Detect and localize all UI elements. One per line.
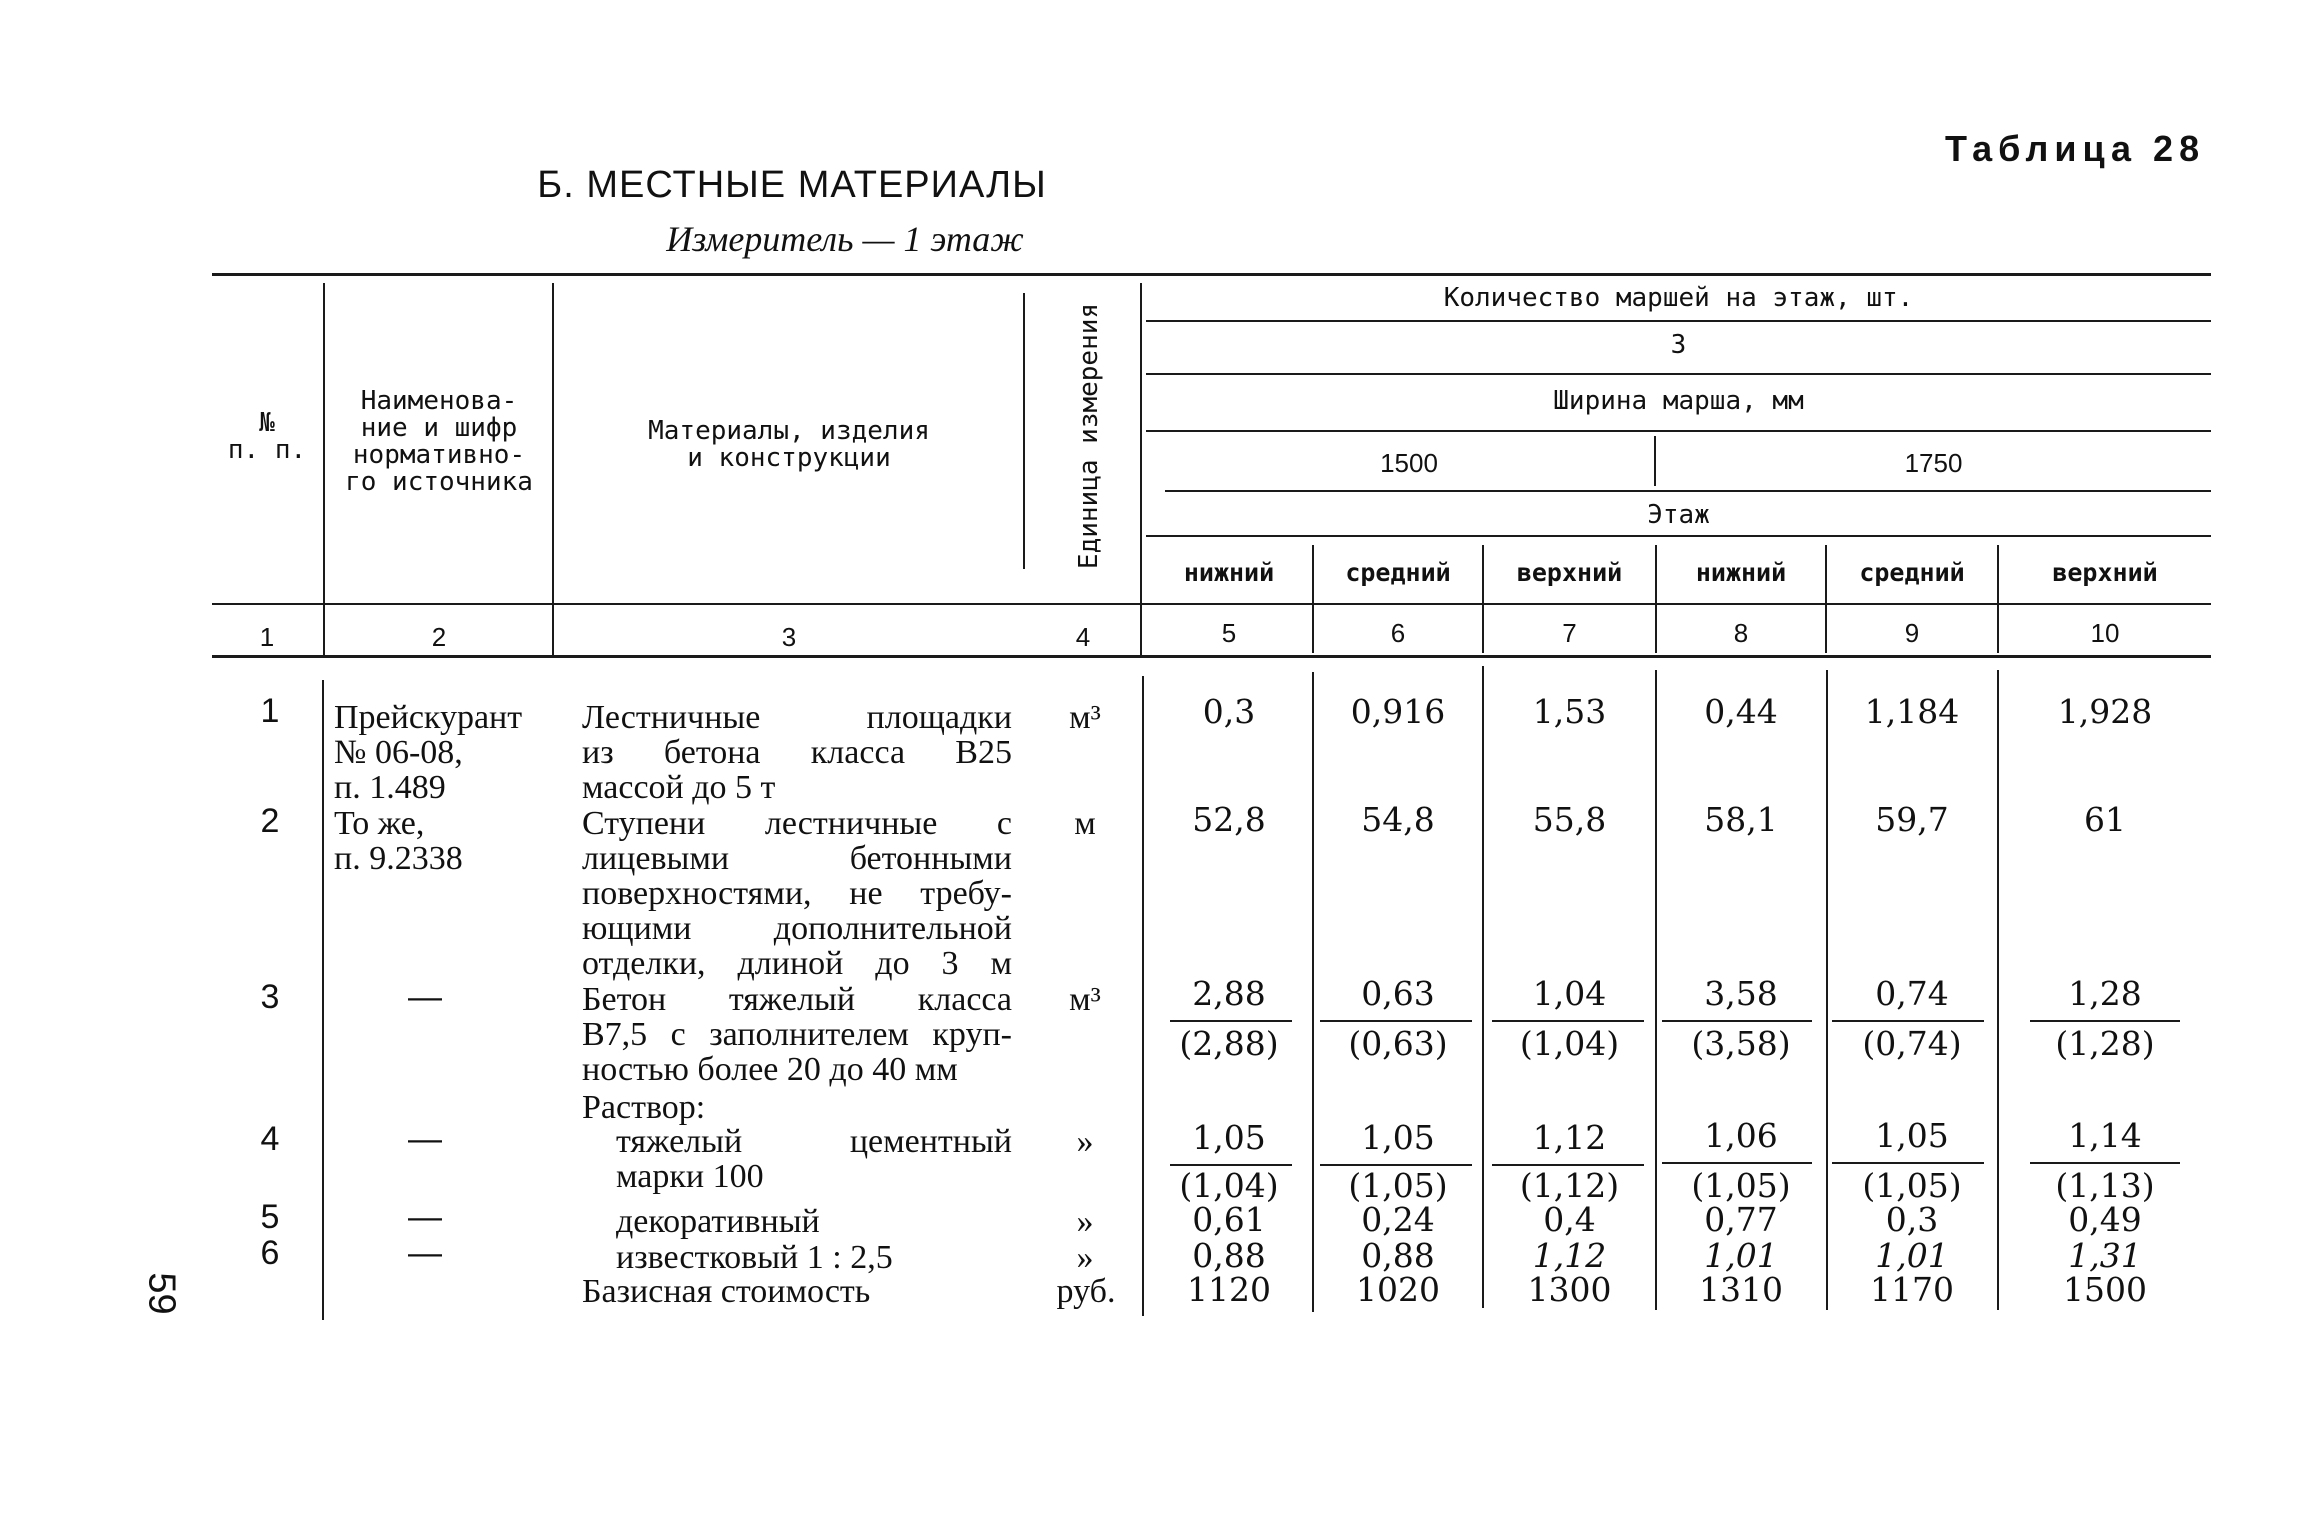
body-rule-1 bbox=[322, 680, 324, 1320]
row-1-source: Прейскурант № 06-08, п. 1.489 bbox=[334, 699, 523, 806]
row-3-sub-8: (3,58) bbox=[1691, 1024, 1791, 1063]
colnum-1: 1 bbox=[259, 622, 275, 652]
base-cost-7: 1300 bbox=[1527, 1270, 1612, 1309]
row-3-fraction-line-9 bbox=[1832, 1020, 1984, 1022]
colnum-8: 8 bbox=[1733, 618, 1749, 648]
header-marches-value: 3 bbox=[1670, 330, 1687, 360]
col-rule-4 bbox=[1140, 283, 1142, 656]
table-top-rule bbox=[212, 273, 2211, 276]
table-label: Таблица 28 bbox=[1945, 128, 2206, 169]
row-4-fraction-line-8 bbox=[1662, 1162, 1812, 1164]
row-4-val-8: 1,06 bbox=[1704, 1116, 1778, 1155]
row-1-material: Лестничные площадки из бетона класса В25 массой до 5 т bbox=[582, 699, 1012, 806]
colnum-2: 2 bbox=[431, 622, 447, 652]
row-6-val-7: 1,12 bbox=[1532, 1236, 1607, 1275]
base-cost-unit: руб. bbox=[1056, 1273, 1116, 1310]
row-1-val-8: 0,44 bbox=[1704, 692, 1778, 731]
row-3-unit: м³ bbox=[1069, 981, 1101, 1018]
header-rule-2 bbox=[1146, 373, 2211, 375]
row-3-val-8: 3,58 bbox=[1704, 974, 1778, 1013]
colnum-10: 10 bbox=[2090, 618, 2120, 648]
row-4-fraction-line-10 bbox=[2030, 1162, 2180, 1164]
row-3-fraction-line-6 bbox=[1320, 1020, 1472, 1022]
header-floor-5: средний bbox=[1859, 558, 1965, 587]
base-cost-label: Базисная стоимость bbox=[582, 1273, 871, 1310]
row-3-num: 3 bbox=[260, 978, 280, 1016]
row-1-val-6: 0,916 bbox=[1350, 692, 1446, 731]
row-6-num: 6 bbox=[260, 1234, 280, 1272]
row-2-val-6: 54,8 bbox=[1361, 800, 1435, 839]
header-floor: Этаж bbox=[1647, 500, 1710, 530]
row-3-val-5: 2,88 bbox=[1192, 974, 1266, 1013]
row-4-val-9: 1,05 bbox=[1875, 1116, 1949, 1155]
row-3-sub-10: (1,28) bbox=[2055, 1024, 2155, 1063]
row-4-sub-7: (1,12) bbox=[1519, 1166, 1620, 1205]
row-6-source: — bbox=[408, 1234, 442, 1272]
row-2-source: То же, п. 9.2338 bbox=[334, 805, 463, 877]
row-6-val-9: 1,01 bbox=[1875, 1236, 1949, 1275]
row-2-val-7: 55,8 bbox=[1532, 800, 1607, 839]
header-rule-6 bbox=[212, 603, 2211, 605]
row-4-val-10: 1,14 bbox=[2068, 1116, 2142, 1155]
header-rule-1 bbox=[1146, 320, 2211, 322]
row-5-val-6: 0,24 bbox=[1361, 1200, 1435, 1239]
row-6-material: известковый 1 : 2,5 bbox=[616, 1239, 893, 1276]
row-2-val-5: 52,8 bbox=[1192, 800, 1266, 839]
colnum-4: 4 bbox=[1075, 622, 1091, 652]
section-title: Б. МЕСТНЫЕ МАТЕРИАЛЫ bbox=[537, 164, 1047, 206]
row-4-sub-10: (1,13) bbox=[2055, 1166, 2155, 1205]
row-5-source: — bbox=[408, 1198, 442, 1236]
row-6-val-5: 0,88 bbox=[1192, 1236, 1266, 1275]
row-5-num: 5 bbox=[260, 1198, 280, 1236]
base-cost-5: 1120 bbox=[1187, 1270, 1271, 1309]
row-1-val-9: 1,184 bbox=[1864, 692, 1960, 731]
row-4-source: — bbox=[408, 1120, 442, 1158]
colnum-6: 6 bbox=[1390, 618, 1406, 648]
row-3-fraction-line-10 bbox=[2030, 1020, 2180, 1022]
row-3-sub-7: (1,04) bbox=[1519, 1024, 1620, 1063]
row-3-val-10: 1,28 bbox=[2068, 974, 2142, 1013]
colnum-5: 5 bbox=[1221, 618, 1237, 648]
row-2-num: 2 bbox=[260, 802, 280, 840]
row-6-val-6: 0,88 bbox=[1361, 1236, 1435, 1275]
row-4-fraction-line-9 bbox=[1832, 1162, 1984, 1164]
row-4-unit: » bbox=[1076, 1123, 1094, 1160]
header-width-1750: 1750 bbox=[1904, 448, 1963, 478]
header-rule-4 bbox=[1165, 490, 2211, 492]
body-rule-2 bbox=[1142, 676, 1144, 1316]
row-4-num: 4 bbox=[260, 1120, 280, 1158]
row-3-val-7: 1,04 bbox=[1532, 974, 1607, 1013]
row-2-val-10: 61 bbox=[2084, 800, 2126, 839]
row-4-sub-8: (1,05) bbox=[1691, 1166, 1791, 1205]
row-3-val-9: 0,74 bbox=[1875, 974, 1949, 1013]
col-rule-3 bbox=[1023, 293, 1025, 569]
header-num: № п. п. bbox=[227, 408, 307, 465]
header-floor-6: верхний bbox=[2052, 558, 2158, 587]
page-number: 59 bbox=[140, 1272, 183, 1315]
row-5-val-10: 0,49 bbox=[2068, 1200, 2142, 1239]
row-4-sub-5: (1,04) bbox=[1179, 1166, 1279, 1205]
row-3-material: Бетон тяжелый класса В7,5 с заполнителем круп- ностью более 20 до 40 мм bbox=[582, 981, 1012, 1088]
header-unit: Единица измерения bbox=[1074, 302, 1104, 570]
row-4-val-7: 1,12 bbox=[1532, 1118, 1607, 1157]
row-1-unit: м³ bbox=[1069, 699, 1101, 736]
header-rule-7 bbox=[212, 655, 2211, 658]
row-1-val-7: 1,53 bbox=[1532, 692, 1607, 731]
row-3-fraction-line-5 bbox=[1170, 1020, 1292, 1022]
row-4-material: тяжелый цементный марки 100 bbox=[616, 1123, 1012, 1195]
colnum-3: 3 bbox=[781, 622, 797, 652]
row-2-val-8: 58,1 bbox=[1704, 800, 1778, 839]
base-cost-8: 1310 bbox=[1699, 1270, 1783, 1309]
row-6-val-8: 1,01 bbox=[1704, 1236, 1778, 1275]
row-1-val-5: 0,3 bbox=[1202, 692, 1256, 731]
header-floor-1: нижний bbox=[1183, 558, 1275, 587]
row-4-val-6: 1,05 bbox=[1361, 1118, 1435, 1157]
row-4-sub-9: (1,05) bbox=[1862, 1166, 1962, 1205]
header-floor-4: нижний bbox=[1695, 558, 1787, 587]
row-3-fraction-line-7 bbox=[1492, 1020, 1644, 1022]
col-rule-1 bbox=[323, 283, 325, 656]
row-5-material: декоративный bbox=[616, 1203, 820, 1240]
row-solution-heading: Раствор: bbox=[582, 1089, 706, 1126]
header-width: Ширина марша, мм bbox=[1553, 386, 1804, 416]
header-floor-2: средний bbox=[1345, 558, 1451, 587]
row-2-unit: м bbox=[1074, 805, 1096, 842]
row-4-val-5: 1,05 bbox=[1192, 1118, 1266, 1157]
header-marches-count: Количество маршей на этаж, шт. bbox=[1443, 283, 1914, 313]
header-rule-5 bbox=[1146, 535, 2211, 537]
col-rule-2 bbox=[552, 283, 554, 656]
row-3-sub-9: (0,74) bbox=[1862, 1024, 1962, 1063]
row-1-num: 1 bbox=[260, 692, 280, 730]
row-2-val-9: 59,7 bbox=[1875, 800, 1949, 839]
header-width-1500: 1500 bbox=[1380, 448, 1438, 478]
row-6-val-10: 1,31 bbox=[2068, 1236, 2142, 1275]
row-3-sub-5: (2,88) bbox=[1179, 1024, 1279, 1063]
colnum-7: 7 bbox=[1562, 618, 1577, 648]
row-4-sub-6: (1,05) bbox=[1348, 1166, 1448, 1205]
row-2-material: Ступени лестничные с лицевыми бетонными поверхностями, не требу- ющими дополнительной отделки, длиной до 3 м bbox=[582, 805, 1012, 982]
row-5-val-9: 0,3 bbox=[1885, 1200, 1939, 1239]
base-cost-9: 1170 bbox=[1870, 1270, 1954, 1309]
row-5-val-5: 0,61 bbox=[1192, 1200, 1266, 1239]
header-floor-3: верхний bbox=[1516, 558, 1623, 587]
header-materials: Материалы, изделия и конструкции bbox=[648, 416, 930, 473]
row-3-fraction-line-8 bbox=[1662, 1020, 1812, 1022]
header-source: Наименова- ние и шифр нормативно- го источника bbox=[345, 386, 533, 497]
row-3-sub-6: (0,63) bbox=[1348, 1024, 1448, 1063]
row-5-val-8: 0,77 bbox=[1704, 1200, 1778, 1239]
header-rule-3 bbox=[1146, 430, 2211, 432]
row-5-unit: » bbox=[1076, 1203, 1094, 1240]
row-3-val-6: 0,63 bbox=[1361, 974, 1435, 1013]
colnum-9: 9 bbox=[1904, 618, 1920, 648]
row-1-val-10: 1,928 bbox=[2057, 692, 2153, 731]
row-6-unit: » bbox=[1076, 1239, 1094, 1276]
row-5-val-7: 0,4 bbox=[1543, 1200, 1596, 1239]
base-cost-10: 1500 bbox=[2063, 1270, 2147, 1309]
row-3-source: — bbox=[408, 978, 442, 1016]
base-cost-6: 1020 bbox=[1356, 1270, 1440, 1309]
measure-subtitle: Измеритель — 1 этаж bbox=[666, 219, 1024, 259]
